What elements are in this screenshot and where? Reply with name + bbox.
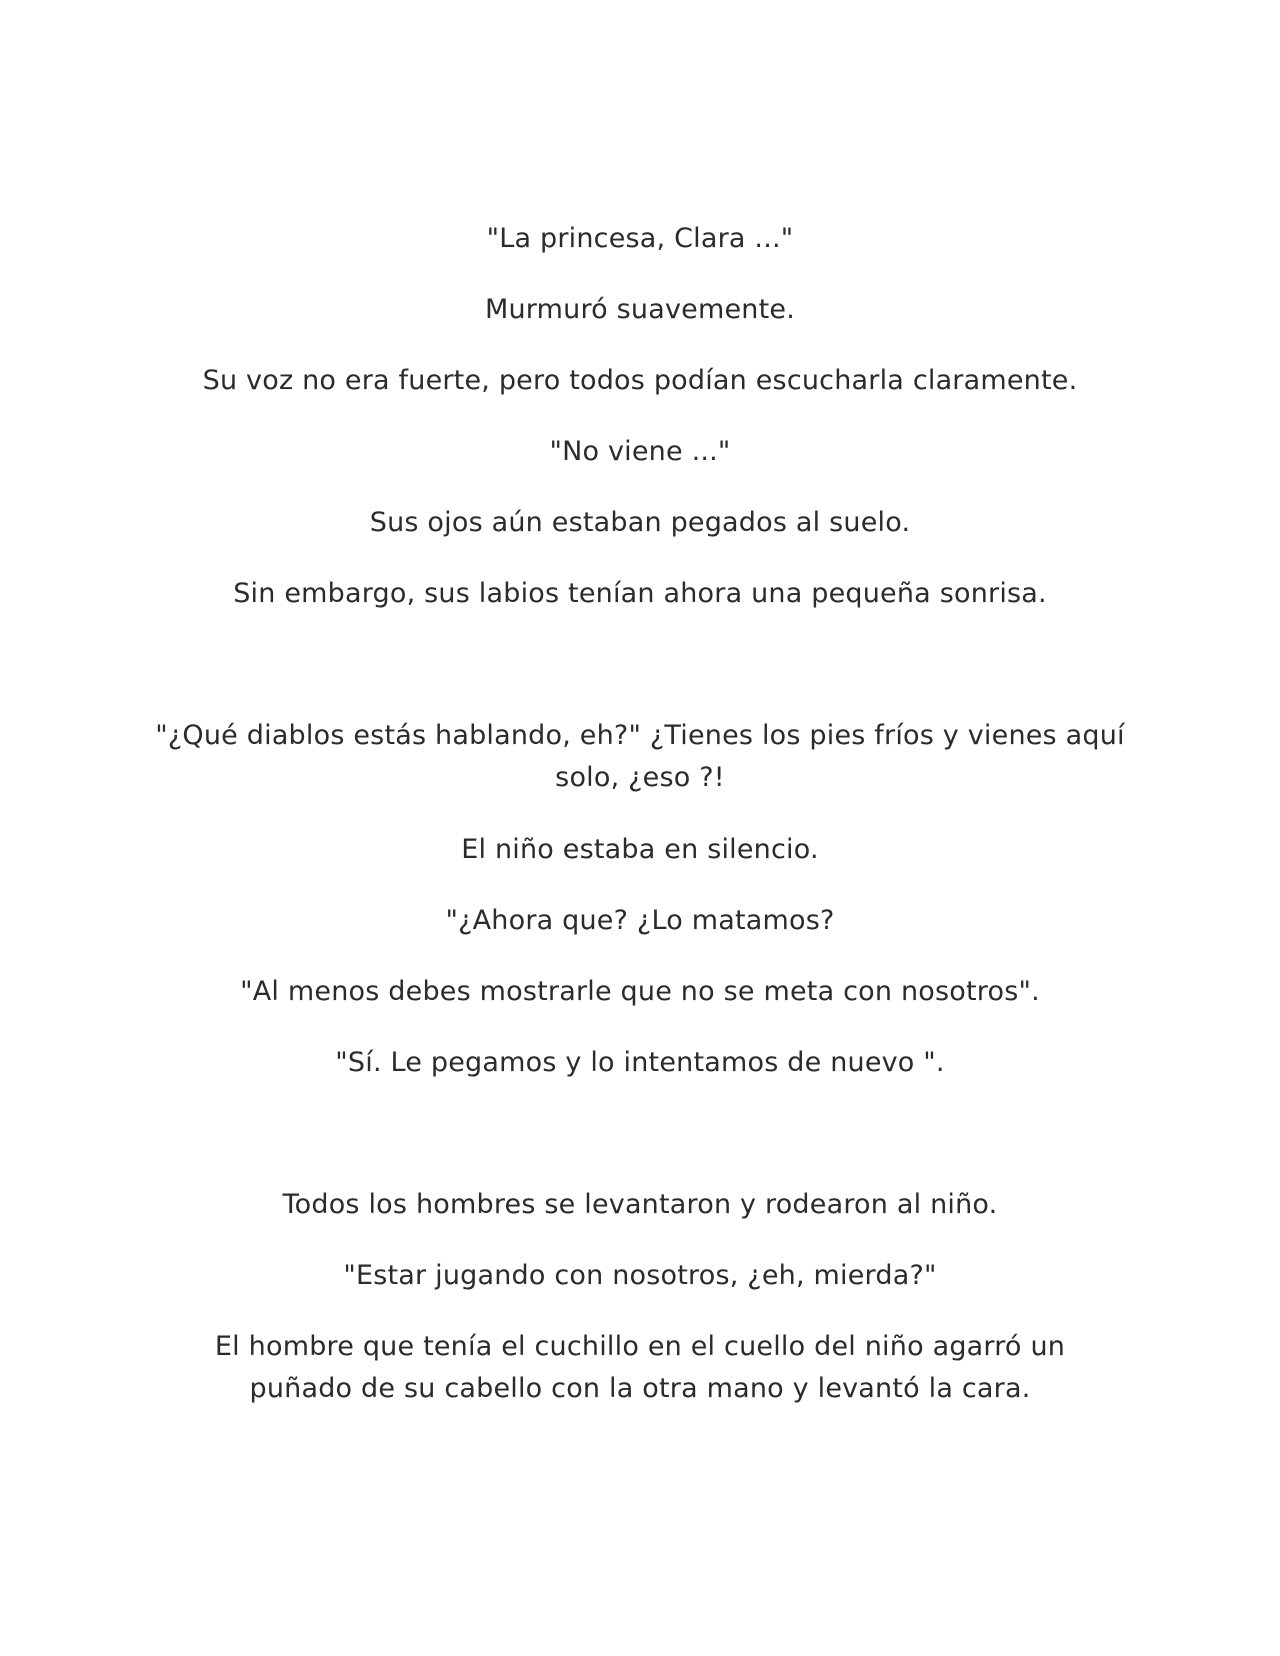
paragraph: "Sí. Le pegamos y lo intentamos de nuevo ". (335, 1047, 945, 1078)
paragraph: "La princesa, Clara ..." (486, 223, 794, 254)
paragraph: "No viene ..." (549, 436, 731, 467)
paragraph: "Estar jugando con nosotros, ¿eh, mierda?" (343, 1260, 937, 1291)
paragraph: Sus ojos aún estaban pegados al suelo. (369, 507, 911, 538)
paragraph: El hombre que tenía el cuchillo en el cuello del niño agarró un puñado de su cabello con la otra mano y levantó la cara. (214, 1331, 1066, 1404)
paragraph: Todos los hombres se levantaron y rodearon al niño. (282, 1189, 998, 1220)
paragraph: "Al menos debes mostrarle que no se meta con nosotros". (240, 976, 1040, 1007)
paragraph: El niño estaba en silencio. (461, 834, 819, 865)
paragraph: "¿Ahora que? ¿Lo matamos? (445, 905, 835, 936)
paragraph: "¿Qué diablos estás hablando, eh?" ¿Tienes los pies fríos y vienes aquí solo, ¿eso ?! (155, 720, 1125, 793)
paragraph: Sin embargo, sus labios tenían ahora una pequeña sonrisa. (233, 578, 1047, 609)
paragraph: Su voz no era fuerte, pero todos podían escucharla claramente. (202, 365, 1078, 396)
paragraph: Murmuró suavemente. (485, 294, 795, 325)
